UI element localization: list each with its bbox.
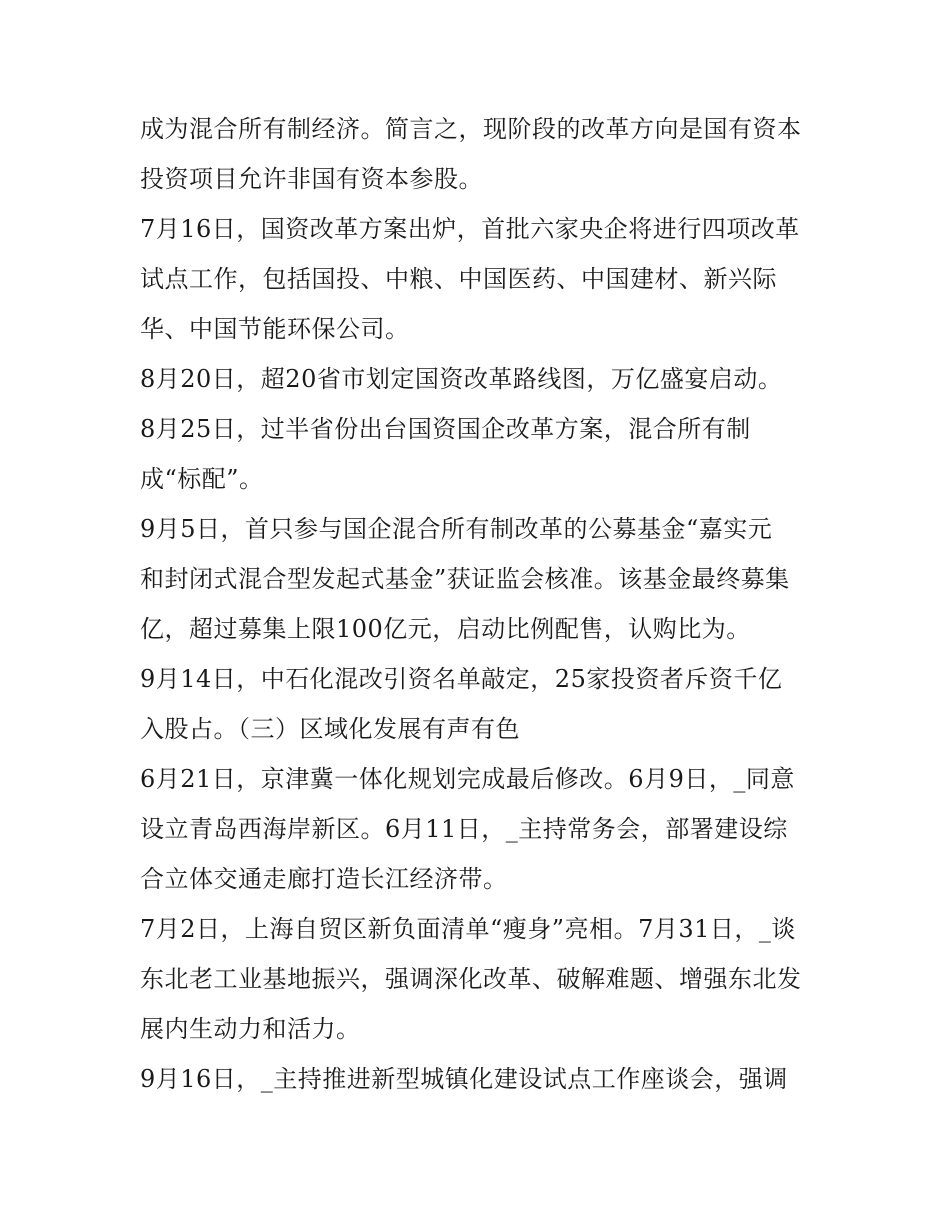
text-line: 和封闭式混合型发起式基金”获证监会核准。该基金最终募集 — [140, 565, 790, 593]
text-line: 投资项目允许非国有资本参股。 — [140, 165, 483, 193]
text-line: 合立体交通走廊打造长江经济带。 — [140, 865, 508, 893]
text-line: 6月21日，京津冀一体化规划完成最后修改。6月9日，_同意 — [140, 765, 795, 793]
text-line: 成“标配”。 — [140, 465, 264, 493]
text-line: 7月16日，国资改革方案出炉，首批六家央企将进行四项改革 — [140, 215, 800, 243]
text-line: 9月16日，_主持推进新型城镇化建设试点工作座谈会，强调 — [140, 1065, 788, 1093]
text-line: 7月2日，上海自贸区新负面清单“瘦身”亮相。7月31日，_谈 — [140, 915, 796, 943]
text-line: 华、中国节能环保公司。 — [140, 315, 410, 343]
text-line: 设立青岛西海岸新区。6月11日，_主持常务会，部署建设综 — [140, 815, 788, 843]
text-line: 8月25日，过半省份出台国资国企改革方案，混合所有制 — [140, 415, 751, 443]
text-line: 9月5日，首只参与国企混合所有制改革的公募基金“嘉实元 — [140, 515, 773, 543]
text-line: 8月20日，超20省市划定国资改革路线图，万亿盛宴启动。 — [140, 365, 783, 393]
text-line: 9月14日，中石化混改引资名单敲定，25家投资者斥资千亿 — [140, 665, 783, 693]
text-line: 成为混合所有制经济。简言之，现阶段的改革方向是国有资本 — [140, 115, 802, 143]
text-line: 亿，超过募集上限100亿元，启动比例配售，认购比为。 — [140, 615, 751, 643]
text-line: 试点工作，包括国投、中粮、中国医药、中国建材、新兴际 — [140, 265, 777, 293]
text-line: 展内生动力和活力。 — [140, 1015, 361, 1043]
document-body — [140, 104, 820, 1104]
text-line: 东北老工业基地振兴，强调深化改革、破解难题、增强东北发 — [140, 965, 802, 993]
text-line: 入股占。（三）区域化发展有声有色 — [140, 715, 520, 743]
